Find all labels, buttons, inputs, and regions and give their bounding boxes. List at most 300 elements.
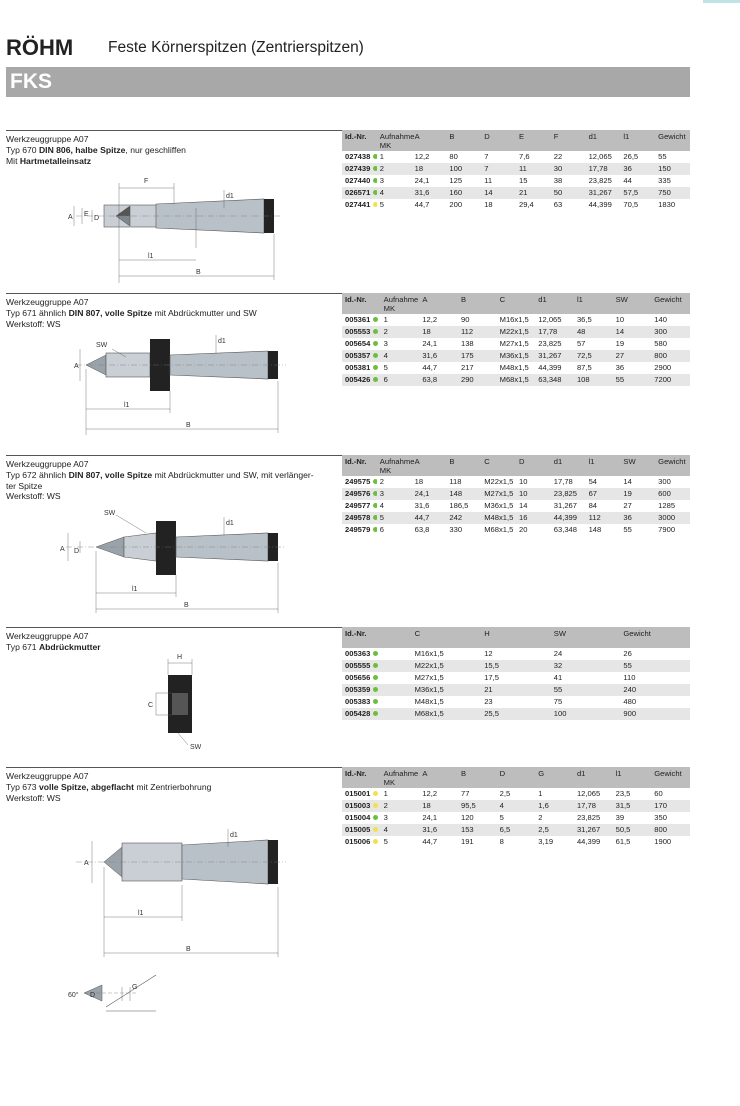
corner-accent xyxy=(703,0,740,3)
table-cell: 2 xyxy=(538,813,543,822)
table-cell: 800 xyxy=(651,824,690,836)
table-cell: 44,399 xyxy=(551,512,586,524)
label-b: B xyxy=(186,946,191,953)
column-header: B xyxy=(446,130,481,151)
table-row xyxy=(342,151,690,163)
table-cell: 4 xyxy=(497,800,536,812)
table-cell: 11 xyxy=(516,163,551,175)
table-cell: 72,5 xyxy=(574,350,613,362)
table-cell: 3000 xyxy=(655,512,690,524)
table-cell: 90 xyxy=(460,315,470,324)
label-c: C xyxy=(148,702,154,709)
table-cell: 19 xyxy=(615,339,625,348)
item-id: 005553 xyxy=(342,326,381,338)
table-cell: 12 xyxy=(484,649,493,658)
table-cell: 138 xyxy=(460,339,474,348)
table-cell: 26,5 xyxy=(623,152,639,161)
availability-dot-icon xyxy=(373,377,378,382)
section-description: Werkzeuggruppe A07 Typ 673 volle Spitze, abgeflacht mit Zentrierbohrung Werkstoff: WS xyxy=(6,771,212,803)
table-row xyxy=(342,788,690,800)
table-cell: 5 xyxy=(383,837,388,846)
table-cell: 750 xyxy=(655,187,690,199)
table-cell: 160 xyxy=(446,187,481,199)
table-cell: 18 xyxy=(414,477,424,486)
table-cell: 5 xyxy=(377,512,412,524)
table-cell: 148 xyxy=(446,488,481,500)
label-d1: d1 xyxy=(226,520,234,527)
table-cell: 31,267 xyxy=(574,824,613,836)
label-b: B xyxy=(186,422,191,429)
column-header: D xyxy=(481,130,516,151)
spec-table xyxy=(342,627,690,720)
table-row xyxy=(342,500,690,512)
table-cell: 100 xyxy=(551,708,621,720)
table-cell: 31,267 xyxy=(535,350,574,362)
table-cell: 7 xyxy=(484,152,489,161)
nut-thread xyxy=(172,693,188,715)
label-f: F xyxy=(144,178,149,185)
table-cell: 50,5 xyxy=(613,824,652,836)
table-cell: 2 xyxy=(379,477,385,486)
table-row xyxy=(342,812,690,824)
table-cell: 300 xyxy=(651,326,690,338)
table-cell: 61,5 xyxy=(615,837,631,846)
table-cell: 84 xyxy=(588,501,598,510)
table-cell: 63 xyxy=(553,200,563,209)
table-cell: 55 xyxy=(623,525,632,534)
table-cell: 17,78 xyxy=(535,326,574,338)
column-header: B xyxy=(458,293,497,314)
table-row xyxy=(342,648,690,660)
table-cell: 242 xyxy=(446,512,481,524)
table-cell: 10 xyxy=(615,315,625,324)
product-code: FKS xyxy=(10,70,52,93)
section-description: Werkzeuggruppe A07 Typ 671 Abdrückmutter xyxy=(6,631,101,652)
availability-dot-icon xyxy=(373,479,376,484)
availability-dot-icon xyxy=(373,317,378,322)
table-cell: 63,348 xyxy=(535,374,574,386)
table-cell: 55 xyxy=(613,374,652,386)
table-cell: 48 xyxy=(574,326,613,338)
table-cell: 44,7 xyxy=(414,200,430,209)
table-cell: M27x1,5 xyxy=(414,673,444,682)
table-cell: 12,2 xyxy=(422,789,438,798)
table-cell: 112 xyxy=(458,326,497,338)
availability-dot-icon xyxy=(373,839,378,844)
availability-dot-icon xyxy=(373,365,378,370)
table-cell: 6 xyxy=(379,525,385,534)
table-row xyxy=(342,362,690,374)
availability-dot-icon xyxy=(373,815,378,820)
table-cell: 67 xyxy=(586,488,621,500)
column-header: B xyxy=(446,455,481,476)
table-row xyxy=(342,824,690,836)
table-cell: 12,065 xyxy=(538,315,562,324)
table-cell: 125 xyxy=(449,176,463,185)
label-angle: 60° xyxy=(68,992,79,999)
label-sw: SW xyxy=(104,510,116,517)
table-header-row xyxy=(342,293,690,314)
column-header: A xyxy=(419,767,458,788)
table-cell: 186,5 xyxy=(449,501,469,510)
table-cell: M22x1,5 xyxy=(412,660,482,672)
label-d1: d1 xyxy=(226,193,234,200)
table-cell: 20 xyxy=(518,525,528,534)
table-cell: 80 xyxy=(449,152,458,161)
table-row xyxy=(342,163,690,175)
table-cell: 3 xyxy=(379,176,385,185)
table-cell: 1900 xyxy=(654,837,672,846)
table-cell: 44 xyxy=(623,176,632,185)
section-abdrueckmutter xyxy=(6,627,690,757)
availability-dot-icon xyxy=(373,341,378,346)
table-cell: M48x1,5 xyxy=(414,697,444,706)
table-cell: 27 xyxy=(623,501,632,510)
table-cell: 191 xyxy=(460,837,474,846)
column-header: D xyxy=(497,767,536,788)
table-cell: 2 xyxy=(377,163,412,175)
item-id: 015004 xyxy=(342,812,381,824)
table-cell: 7 xyxy=(481,163,516,175)
table-row xyxy=(342,199,690,211)
table-cell: 29,4 xyxy=(518,200,534,209)
table-cell: 108 xyxy=(574,374,613,386)
table-cell: 31,6 xyxy=(419,350,458,362)
table-cell: 17,78 xyxy=(553,477,573,486)
table-cell: 24 xyxy=(553,649,563,658)
column-header: E xyxy=(516,130,551,151)
table-cell: 23,825 xyxy=(576,813,601,822)
table-cell: 14 xyxy=(613,326,652,338)
table-header-row xyxy=(342,627,690,648)
table-cell: 170 xyxy=(651,800,690,812)
label-l1: l1 xyxy=(138,910,144,917)
column-header: SW xyxy=(551,627,621,648)
spec-table xyxy=(342,130,690,211)
table-cell: 77 xyxy=(460,789,470,798)
table-cell: 3,19 xyxy=(538,837,554,846)
table-cell: 3 xyxy=(377,488,412,500)
label-b: B xyxy=(184,602,189,609)
availability-dot-icon xyxy=(373,711,378,716)
table-cell: 23 xyxy=(484,697,493,706)
table-row xyxy=(342,326,690,338)
table-cell: 2,5 xyxy=(535,824,574,836)
table-cell: 44,399 xyxy=(576,837,601,846)
table-cell: 112 xyxy=(586,512,621,524)
table-cell: 21 xyxy=(516,187,551,199)
item-id: 249575 xyxy=(342,476,377,488)
availability-dot-icon xyxy=(373,791,378,796)
table-cell: 12,065 xyxy=(588,152,612,161)
table-row xyxy=(342,684,690,696)
availability-dot-icon xyxy=(373,491,376,496)
table-cell: 31,6 xyxy=(419,824,458,836)
table-cell: 31,267 xyxy=(586,187,621,199)
table-cell: 30 xyxy=(551,163,586,175)
table-cell: 23,5 xyxy=(615,789,631,798)
table-cell: 39 xyxy=(615,813,625,822)
table-cell: 15,5 xyxy=(481,660,551,672)
table-header-row xyxy=(342,767,690,788)
brand-logo: RÖHM xyxy=(6,35,74,60)
item-id: 015005 xyxy=(342,824,381,836)
table-cell: 36,5 xyxy=(576,315,592,324)
table-cell: 4 xyxy=(379,501,385,510)
table-cell: 5 xyxy=(499,813,504,822)
table-cell: 153 xyxy=(458,824,497,836)
table-cell: 5 xyxy=(379,200,385,209)
item-id: 249579 xyxy=(342,524,377,536)
label-l1: l1 xyxy=(132,586,138,593)
table-cell: 14 xyxy=(481,187,516,199)
availability-dot-icon xyxy=(373,651,378,656)
table-cell: 5 xyxy=(383,363,388,372)
table-cell: M27x1,5 xyxy=(499,339,529,348)
section-typ-673 xyxy=(6,767,690,997)
table-cell: 11 xyxy=(484,176,493,185)
table-cell: 31,6 xyxy=(414,501,430,510)
column-header: l1 xyxy=(586,455,621,476)
table-row xyxy=(342,338,690,350)
table-cell: 118 xyxy=(449,477,462,486)
column-header: d1 xyxy=(535,293,574,314)
table-cell: 24,1 xyxy=(422,813,438,822)
column-header: H xyxy=(481,627,551,648)
column-header: l1 xyxy=(613,767,652,788)
table-cell: 3 xyxy=(383,339,388,348)
column-header: Id.-Nr. xyxy=(342,767,381,788)
table-cell: 100 xyxy=(446,163,481,175)
table-cell: 36 xyxy=(615,363,625,372)
table-cell: 27 xyxy=(613,350,652,362)
item-id: 005381 xyxy=(342,362,381,374)
table-cell: 25,5 xyxy=(481,708,551,720)
section-typ-670 xyxy=(6,130,690,276)
table-cell: 23,825 xyxy=(588,176,612,185)
availability-dot-icon xyxy=(373,527,376,532)
table-cell: 32 xyxy=(551,660,621,672)
table-cell: 580 xyxy=(654,339,667,348)
table-cell: 6 xyxy=(381,374,420,386)
table-cell: 44,7 xyxy=(422,363,438,372)
section-typ-671 xyxy=(6,293,690,443)
column-header: Gewicht xyxy=(655,455,690,476)
table-cell: 7,6 xyxy=(518,152,530,161)
table-cell: M68x1,5 xyxy=(412,708,482,720)
table-cell: 44,399 xyxy=(588,200,612,209)
label-sw: SW xyxy=(190,744,202,751)
item-id: 249577 xyxy=(342,500,377,512)
label-d: D xyxy=(90,992,96,999)
table-cell: 2 xyxy=(381,326,420,338)
table-cell: 17,78 xyxy=(586,163,621,175)
availability-dot-icon xyxy=(373,663,378,668)
column-header: Aufnahme MK xyxy=(381,767,420,788)
column-header: Id.-Nr. xyxy=(342,455,377,476)
availability-dot-icon xyxy=(373,190,376,195)
table-row xyxy=(342,524,690,536)
table-cell: 4 xyxy=(377,187,412,199)
column-header: Gewicht xyxy=(651,293,690,314)
table-cell: 22 xyxy=(553,152,563,161)
table-cell: 55 xyxy=(658,152,667,161)
table-cell: 14 xyxy=(623,477,632,486)
table-header-row xyxy=(342,130,690,151)
table-cell: 36 xyxy=(620,163,655,175)
table-cell: 18 xyxy=(484,200,493,209)
availability-dot-icon xyxy=(373,827,378,832)
table-cell: 200 xyxy=(449,200,463,209)
column-header: C xyxy=(412,627,482,648)
table-row xyxy=(342,476,690,488)
table-cell: 21 xyxy=(481,684,551,696)
table-row xyxy=(342,800,690,812)
column-header: SW xyxy=(613,293,652,314)
column-header: B xyxy=(458,767,497,788)
section-description: Werkzeuggruppe A07 Typ 671 ähnlich DIN 807, volle Spitze mit Abdrückmutter und SW Werkstoff: WS xyxy=(6,297,257,329)
table-cell: 1 xyxy=(538,789,543,798)
table-cell: 7200 xyxy=(651,374,690,386)
label-h: H xyxy=(177,654,183,661)
table-cell: 335 xyxy=(658,176,671,185)
table-cell: M48x1,5 xyxy=(481,512,516,524)
item-id: 005357 xyxy=(342,350,381,362)
table-cell: 19 xyxy=(620,488,655,500)
column-header: F xyxy=(551,130,586,151)
table-cell: 57,5 xyxy=(620,187,655,199)
item-id: 027439 xyxy=(342,163,377,175)
table-cell: 1 xyxy=(383,789,388,798)
label-a: A xyxy=(60,546,65,553)
table-cell: 1285 xyxy=(658,501,676,510)
table-cell: M68x1,5 xyxy=(484,525,514,534)
table-cell: 24,1 xyxy=(422,339,438,348)
table-cell: 24,1 xyxy=(412,488,447,500)
column-header: Aufnahme MK xyxy=(381,293,420,314)
table-cell: 36 xyxy=(620,512,655,524)
item-id: 027440 xyxy=(342,175,377,187)
table-cell: 217 xyxy=(460,363,474,372)
column-header: Id.-Nr. xyxy=(342,627,412,648)
table-cell: M48x1,5 xyxy=(499,363,529,372)
availability-dot-icon xyxy=(373,803,378,808)
table-cell: 38 xyxy=(553,176,563,185)
item-id: 015001 xyxy=(342,788,381,800)
table-cell: M27x1,5 xyxy=(481,488,516,500)
column-header: A xyxy=(412,130,447,151)
table-cell: M36x1,5 xyxy=(412,684,482,696)
table-cell: 17,5 xyxy=(484,673,499,682)
table-cell: 50 xyxy=(551,187,586,199)
section-description: Werkzeuggruppe A07 Typ 670 DIN 806, halbe Spitze, nur geschliffen Mit Hartmetalleinsatz xyxy=(6,134,186,166)
column-header: G xyxy=(535,767,574,788)
table-row xyxy=(342,175,690,187)
table-row xyxy=(342,512,690,524)
drawing-abdrueckmutter xyxy=(136,649,226,754)
table-cell: 3 xyxy=(383,813,388,822)
table-cell: 2,5 xyxy=(499,789,511,798)
table-row xyxy=(342,672,690,684)
table-row xyxy=(342,696,690,708)
column-header: Gewicht xyxy=(651,767,690,788)
section-typ-672 xyxy=(6,455,690,620)
table-cell: 12,2 xyxy=(422,315,438,324)
table-cell: 17,78 xyxy=(574,800,613,812)
table-cell: M68x1,5 xyxy=(497,374,536,386)
table-cell: 18 xyxy=(412,163,447,175)
availability-dot-icon xyxy=(373,353,378,358)
column-header: Id.-Nr. xyxy=(342,130,377,151)
table-cell: 4 xyxy=(381,350,420,362)
detail-line-top xyxy=(106,975,156,1007)
availability-dot-icon xyxy=(373,515,376,520)
column-header: C xyxy=(481,455,516,476)
table-cell: 350 xyxy=(654,813,667,822)
item-id: 015003 xyxy=(342,800,381,812)
column-header: d1 xyxy=(551,455,586,476)
table-cell: 6,5 xyxy=(497,824,536,836)
table-cell: 8 xyxy=(499,837,504,846)
availability-dot-icon xyxy=(373,166,376,171)
item-id: 005656 xyxy=(342,672,412,684)
table-cell: M16x1,5 xyxy=(499,315,529,324)
table-cell: 41 xyxy=(553,673,563,682)
table-cell: 120 xyxy=(460,813,474,822)
table-row xyxy=(342,187,690,199)
availability-dot-icon xyxy=(373,178,376,183)
table-cell: 31,267 xyxy=(553,501,578,510)
table-cell: 240 xyxy=(620,684,690,696)
availability-dot-icon xyxy=(373,329,378,334)
label-g: G xyxy=(132,984,138,991)
table-cell: 1830 xyxy=(658,200,676,209)
table-cell: 16 xyxy=(516,512,551,524)
table-cell: 95,5 xyxy=(458,800,497,812)
table-cell: 7900 xyxy=(658,525,676,534)
table-cell: M22x1,5 xyxy=(497,326,536,338)
label-d1: d1 xyxy=(218,338,226,345)
table-cell: 900 xyxy=(620,708,690,720)
table-cell: 2 xyxy=(381,800,420,812)
table-cell: 54 xyxy=(588,477,598,486)
table-cell: 87,5 xyxy=(576,363,592,372)
table-cell: 75 xyxy=(553,697,563,706)
table-cell: M36x1,5 xyxy=(497,350,536,362)
table-cell: 12,2 xyxy=(414,152,430,161)
item-id: 249576 xyxy=(342,488,377,500)
table-cell: 26 xyxy=(623,649,632,658)
drawing-typ-671 xyxy=(66,325,296,440)
table-cell: 800 xyxy=(651,350,690,362)
section-description: Werkzeuggruppe A07 Typ 672 ähnlich DIN 807, volle Spitze mit Abdrückmutter und SW, mit verlänger- ter Spitze Werkstoff: WS xyxy=(6,459,314,502)
table-cell: 290 xyxy=(458,374,497,386)
availability-dot-icon xyxy=(373,699,378,704)
column-header: l1 xyxy=(620,130,655,151)
drawing-typ-673 xyxy=(46,807,296,1012)
item-id: 005361 xyxy=(342,314,381,326)
table-cell: 4 xyxy=(381,824,420,836)
spec-table xyxy=(342,293,690,386)
item-id: 005555 xyxy=(342,660,412,672)
table-cell: 44,7 xyxy=(412,512,447,524)
drawing-typ-672 xyxy=(46,503,296,618)
column-header: l1 xyxy=(574,293,613,314)
table-cell: 63,348 xyxy=(553,525,578,534)
table-cell: 480 xyxy=(623,697,637,706)
column-header: D xyxy=(516,455,551,476)
table-cell: M16x1,5 xyxy=(414,649,444,658)
